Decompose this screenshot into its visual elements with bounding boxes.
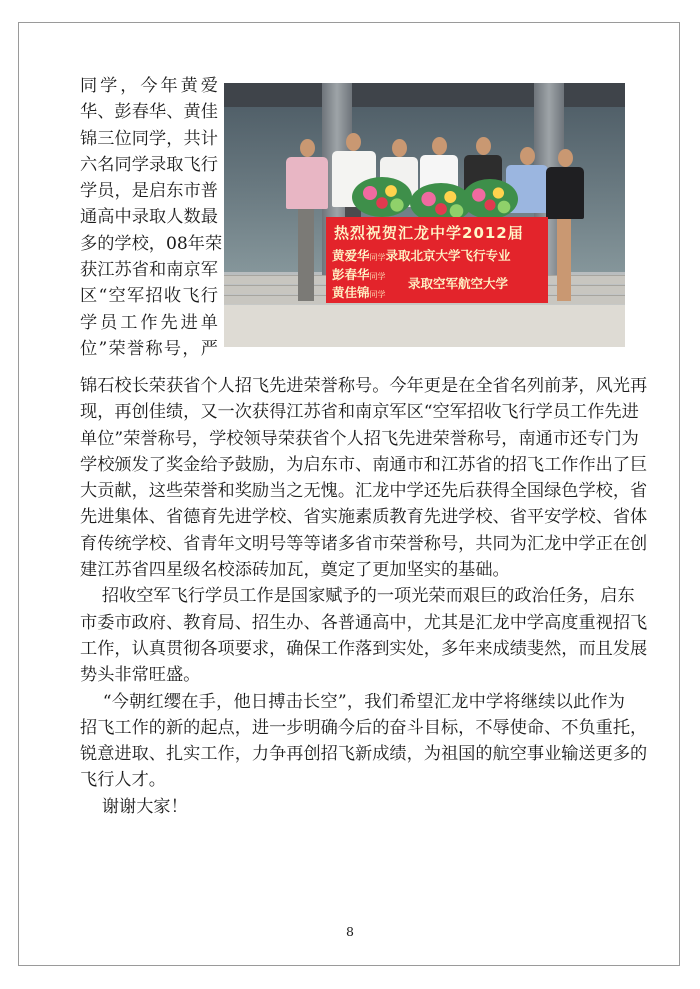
body-line: 单位”荣誉称号，学校领导荣获省个人招飞先进荣誉称号，南通市还专门为 bbox=[80, 428, 639, 449]
body-line: 学校颁发了奖金给予鼓励，为启东市、南通市和江苏省的招飞工作作出了巨 bbox=[80, 454, 648, 475]
body-line: 先进集体、省德育先进学校、省实施素质教育先进学校、省平安学校、省体 bbox=[80, 507, 648, 528]
banner-row bbox=[332, 265, 386, 283]
body-line: 育传统学校、省青年文明号等等诸多省市荣誉称号，共同为汇龙中学正在创 bbox=[80, 533, 648, 554]
body-line: 工作，认真贯彻各项要求，确保工作落到实处，多年来成绩斐然，而且发展 bbox=[80, 638, 648, 659]
side-line: 学员工作先进单 bbox=[80, 312, 218, 333]
page-number: 8 bbox=[346, 924, 354, 939]
body-line: 锐意进取、扎实工作，力争再创招飞新成绩，为祖国的航空事业输送更多的 bbox=[80, 744, 648, 765]
body-line: 现，再创佳绩，又一次获得江苏省和南京军区“空军招收飞行学员工作先进 bbox=[80, 402, 639, 423]
banner-suffix: 同学 bbox=[369, 272, 386, 281]
banner-name: 黄佳锦 bbox=[332, 285, 370, 300]
side-line: 通高中录取人数最 bbox=[80, 207, 218, 228]
body-line: 建江苏省四星级名校添砖加瓦，奠定了更加坚实的基础。 bbox=[80, 560, 510, 581]
body-line: 招飞工作的新的起点，进一步明确今后的奋斗目标，不辱使命、不负重托， bbox=[80, 717, 648, 738]
banner-text: 录取空军航空大学 bbox=[408, 276, 509, 291]
side-line: 学员，是启东市普 bbox=[80, 181, 218, 202]
body-line: 谢谢大家！ bbox=[80, 796, 188, 817]
side-line: 获江苏省和南京军 bbox=[80, 260, 218, 281]
banner-suffix: 同学 bbox=[369, 290, 386, 299]
banner-suffix: 同学 bbox=[369, 253, 386, 262]
body-line: 大贡献，这些荣誉和奖励当之无愧。汇龙中学还先后获得全国绿色学校，省 bbox=[80, 481, 648, 502]
side-line: 同学，今年黄爱 bbox=[80, 76, 218, 96]
body-line: 招收空军飞行学员工作是国家赋予的一项光荣而艰巨的政治任务，启东 bbox=[80, 586, 635, 607]
side-text-column bbox=[80, 73, 223, 362]
banner-name: 黄爱华 bbox=[332, 248, 370, 263]
side-line: 六名同学录取飞行 bbox=[80, 154, 218, 175]
body-line: 市委市政府、教育局、招生办、各普通高中，尤其是汇龙中学高度重视招飞 bbox=[80, 612, 648, 633]
body-line: 锦石校长荣获省个人招飞先进荣誉称号。今年更是在全省名列前茅，风光再 bbox=[80, 376, 648, 396]
banner-text: 录取北京大学飞行专业 bbox=[385, 248, 511, 263]
banner-row bbox=[332, 283, 386, 301]
banner-row bbox=[332, 246, 511, 264]
body-line: “今朝红缨在手，他日搏击长空”，我们希望汇龙中学将继续以此作为 bbox=[80, 691, 625, 712]
flower-bouquet bbox=[462, 179, 518, 219]
banner-name: 彭春华 bbox=[332, 267, 370, 282]
side-line: 区“空军招收飞行 bbox=[80, 286, 218, 307]
plaza-floor bbox=[224, 305, 625, 347]
banner-row bbox=[408, 274, 508, 292]
group-photo bbox=[224, 83, 625, 347]
congratulation-banner bbox=[326, 217, 548, 303]
side-line: 锦三位同学，共计 bbox=[80, 128, 218, 149]
banner-title: 热烈祝贺汇龙中学2012届 bbox=[334, 224, 524, 242]
side-line: 多的学校，08年荣 bbox=[80, 233, 223, 254]
building-lintel bbox=[224, 83, 625, 107]
side-line: 华、彭春华、黄佳 bbox=[80, 102, 218, 123]
body-line: 势头非常旺盛。 bbox=[80, 665, 201, 686]
side-line: 位”荣誉称号，严 bbox=[80, 338, 218, 359]
body-text bbox=[80, 373, 648, 820]
flower-bouquet bbox=[352, 177, 412, 217]
body-line: 飞行人才。 bbox=[80, 770, 166, 791]
